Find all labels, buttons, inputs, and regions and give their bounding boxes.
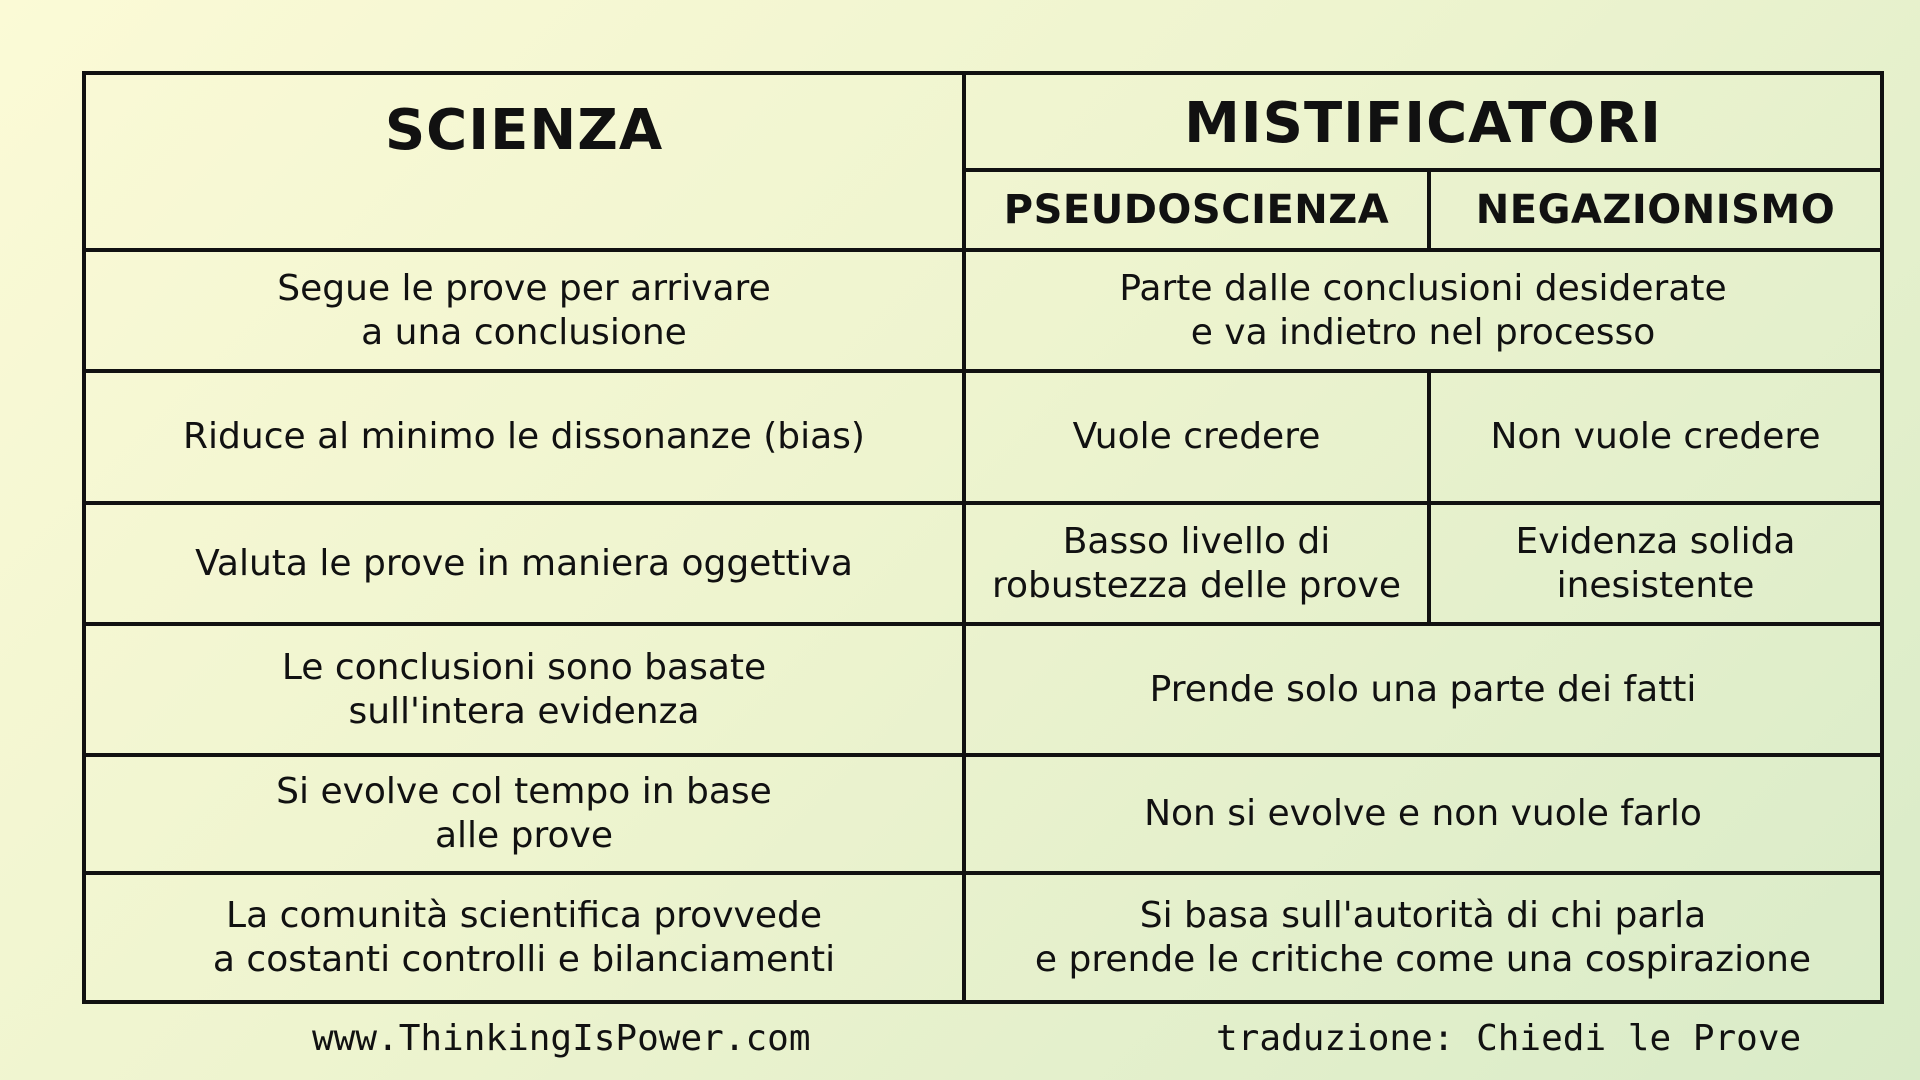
science-text: Le conclusioni sono basate sull'intera evidenza <box>281 646 767 732</box>
mystifiers-header-cell <box>964 73 1882 170</box>
mystifiers-text: Prende solo una parte dei fatti <box>1149 668 1697 710</box>
mystifiers-text: Non si evolve e non vuole farlo <box>1144 793 1702 835</box>
mystifiers-cell <box>964 755 1882 873</box>
mystifiers-text: Si basa sull'autorità di chi parla e prende le critiche come una cospirazione <box>1034 894 1812 980</box>
table-row <box>84 624 1882 755</box>
science-text: Segue le prove per arrivare a una conclusione <box>277 267 771 353</box>
science-cell <box>84 755 964 873</box>
denialism-header: NEGAZIONISMO <box>1475 186 1836 233</box>
denialism-text: Non vuole credere <box>1490 416 1821 458</box>
comparison-table <box>82 71 1884 1004</box>
mystifiers-cell <box>964 250 1882 371</box>
denialism-text: Evidenza solida inesistente <box>1515 520 1796 606</box>
science-cell <box>84 250 964 371</box>
science-text: Riduce al minimo le dissonanze (bias) <box>183 416 865 458</box>
science-text: La comunità scientifica provvede a costanti controlli e bilanciamenti <box>212 894 836 980</box>
denialism-header-cell <box>1429 170 1882 250</box>
table-row <box>84 371 1882 503</box>
denialism-cell <box>1429 371 1882 503</box>
mystifiers-text: Parte dalle conclusioni desiderate e va indietro nel processo <box>1119 267 1727 353</box>
pseudoscience-text: Basso livello di robustezza delle prove <box>992 520 1401 606</box>
denialism-cell <box>1429 503 1882 624</box>
mystifiers-cell <box>964 873 1882 1002</box>
pseudoscience-cell <box>964 503 1429 624</box>
table-row <box>84 503 1882 624</box>
pseudoscience-cell <box>964 371 1429 503</box>
table-row <box>84 755 1882 873</box>
science-cell <box>84 873 964 1002</box>
science-cell <box>84 371 964 503</box>
science-cell <box>84 503 964 624</box>
table-row <box>84 250 1882 371</box>
table-row <box>84 873 1882 1002</box>
science-cell <box>84 624 964 755</box>
science-text: Si evolve col tempo in base alle prove <box>276 771 772 856</box>
website-credit: www.ThinkingIsPower.com <box>312 1018 811 1059</box>
pseudoscience-header-cell <box>964 170 1429 250</box>
science-header-cell <box>84 73 964 250</box>
science-header: SCIENZA <box>384 98 664 163</box>
science-text: Valuta le prove in maniera oggettiva <box>195 542 853 584</box>
pseudoscience-header: PSEUDOSCIENZA <box>1003 186 1390 233</box>
translation-credit: traduzione: Chiedi le Prove <box>1216 1018 1802 1059</box>
mystifiers-header: MISTIFICATORI <box>1184 91 1662 157</box>
pseudoscience-text: Vuole credere <box>1072 416 1321 458</box>
mystifiers-cell <box>964 624 1882 755</box>
